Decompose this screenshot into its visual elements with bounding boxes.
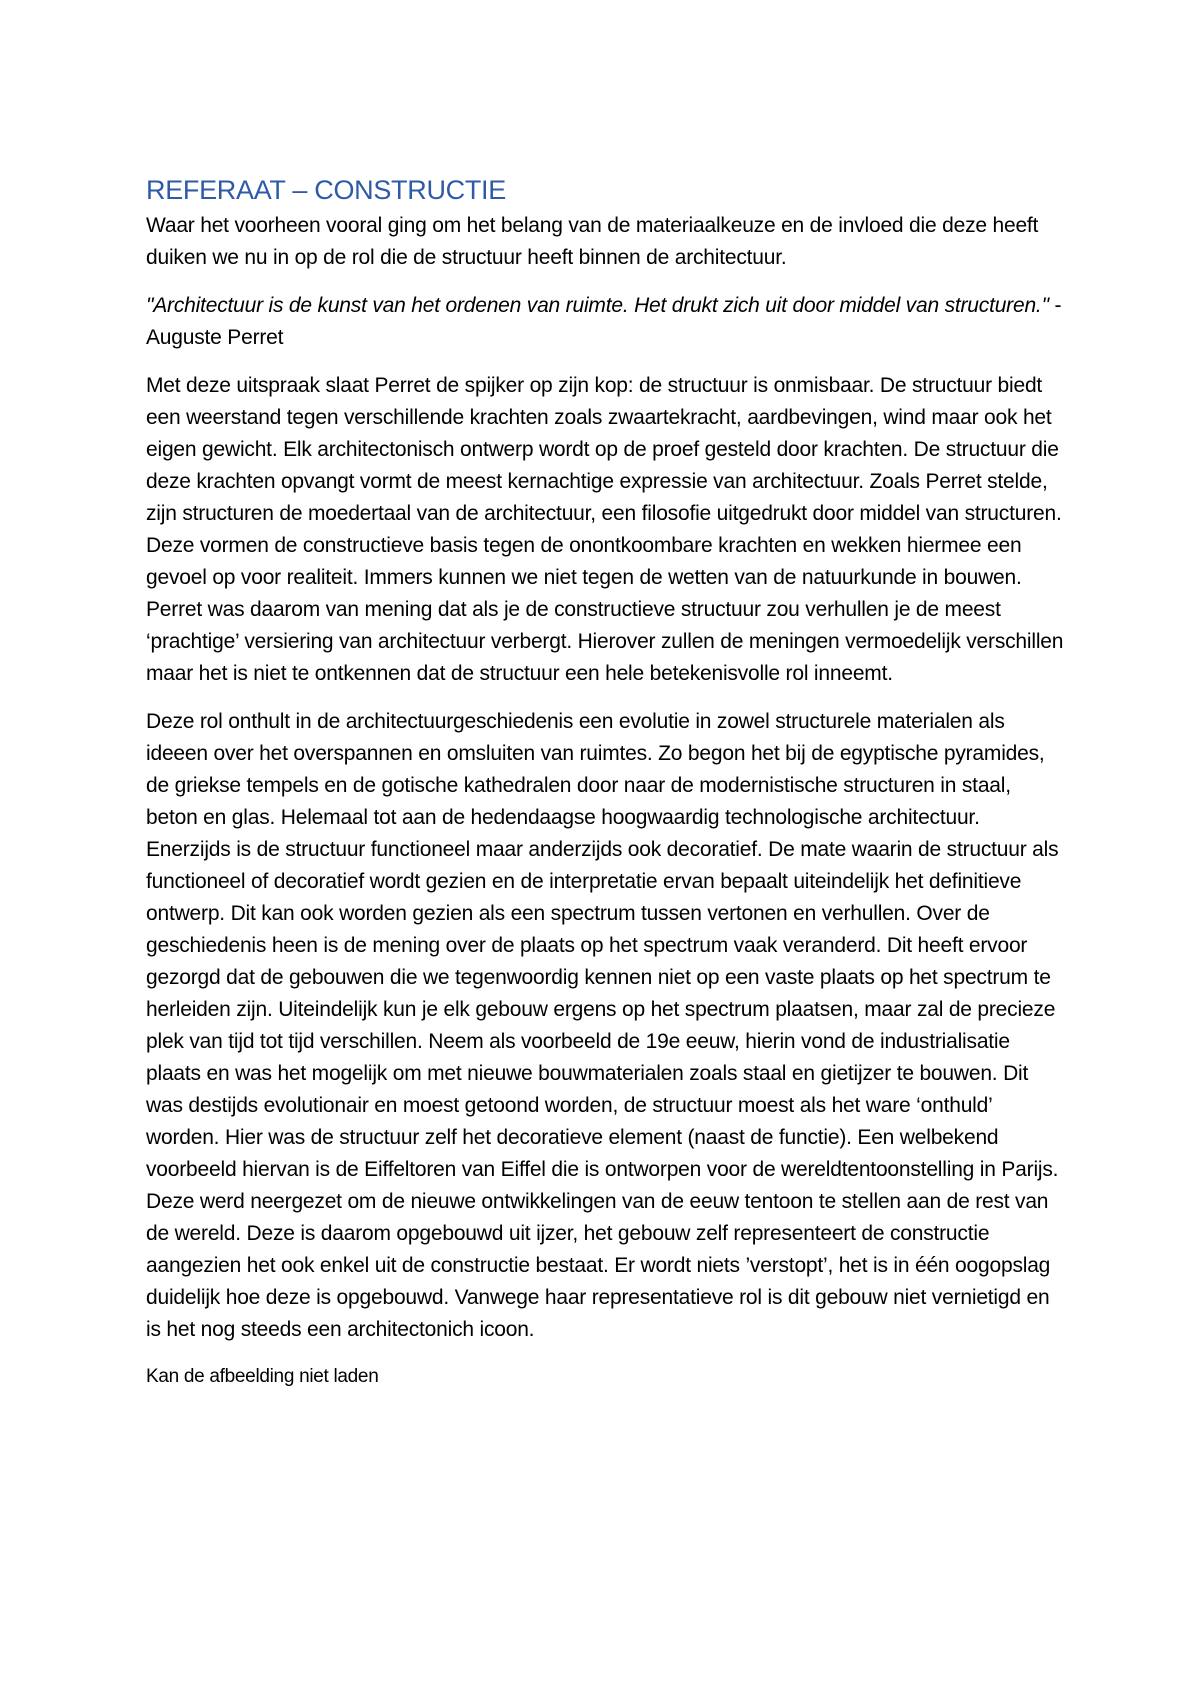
document-title: REFERAAT – CONSTRUCTIE: [146, 175, 506, 205]
body-paragraph-2: Deze rol onthult in de architectuurgeschiedenis een evolutie in zowel structurele materialen als ideeen over het overspannen en omsluiten van ruimtes. Zo begon het bij de egyptische pyramides, de griekse tempels en de gotische kathedralen door naar de modernistische structuren in staal, beton en glas. Helemaal tot aan de hedendaagse hoogwaardig technologische architectuur. Enerzijds is de structuur functioneel maar anderzijds ook decoratief. De mate waarin de structuur als functioneel of decoratief wordt gezien en de interpretatie ervan bepaalt uiteindelijk het definitieve ontwerp. Dit kan ook worden gezien als een spectrum tussen vertonen en verhullen. Over de geschiedenis heen is de mening over de plaats op het spectrum vaak veranderd. Dit heeft ervoor gezorgd dat de gebouwen die we tegenwoordig kennen niet op een vaste plaats op het spectrum te herleiden zijn. Uiteindelijk kun je elk gebouw ergens op het spectrum plaatsen, maar zal de precieze plek van tijd tot tijd verschillen. Neem als voorbeeld de 19e eeuw, hierin vond de industrialisatie plaats en was het mogelijk om met nieuwe bouwmaterialen zoals staal en gietijzer te bouwen. Dit was destijds evolutionair en moest getoond worden, de structuur moest als het ware ‘onthuld’ worden. Hier was de structuur zelf het decoratieve element (naast de functie). Een welbekend voorbeeld hiervan is de Eiffeltoren van Eiffel die is ontworpen voor de wereldtentoonstelling in Parijs. Deze werd neergezet om de nieuwe ontwikkelingen van de eeuw tentoon te stellen aan de rest van de wereld. Deze is daarom opgebouwd uit ijzer, het gebouw zelf representeert de constructie aangezien het ook enkel uit de constructie bestaat. Er wordt niets ’verstopt’, het is in één oogopslag duidelijk hoe deze is opgebouwd. Vanwege haar representatieve rol is dit gebouw niet vernietigd en is het nog steeds een architectonich icoon.: [146, 710, 1059, 1341]
document-body: [146, 172, 1066, 1392]
intro-paragraph: Waar het voorheen vooral ging om het belang van de materiaalkeuze en de invloed die deze heeft duiken we nu in op de rol die de structuur heeft binnen de architectuur.: [146, 214, 1039, 269]
quote-text: "Architectuur is de kunst van het ordenen van ruimte. Het drukt zich uit door middel van structuren.": [146, 294, 1049, 317]
quote-attribution: - Auguste Perret: [146, 294, 1062, 349]
image-placeholder-text: Kan de afbeelding niet laden: [146, 1366, 379, 1387]
body-paragraph-1: Met deze uitspraak slaat Perret de spijker op zijn kop: de structuur is onmisbaar. De structuur biedt een weerstand tegen verschillende krachten zoals zwaartekracht, aardbevingen, wind maar ook het eigen gewicht. Elk architectonisch ontwerp wordt op de proef gesteld door krachten. De structuur die deze krachten opvangt vormt de meest kernachtige expressie van architectuur. Zoals Perret stelde, zijn structuren de moedertaal van de architectuur, een filosofie uitgedrukt door middel van structuren. Deze vormen de constructieve basis tegen de onontkoombare krachten en wekken hiermee een gevoel op voor realiteit. Immers kunnen we niet tegen de wetten van de natuurkunde in bouwen. Perret was daarom van mening dat als je de constructieve structuur zou verhullen je de meest ‘prachtige’ versiering van architectuur verbergt. Hierover zullen de meningen vermoedelijk verschillen maar het is niet te ontkennen dat de structuur een hele betekenisvolle rol inneemt.: [146, 374, 1064, 685]
quote-paragraph: [146, 290, 1066, 354]
